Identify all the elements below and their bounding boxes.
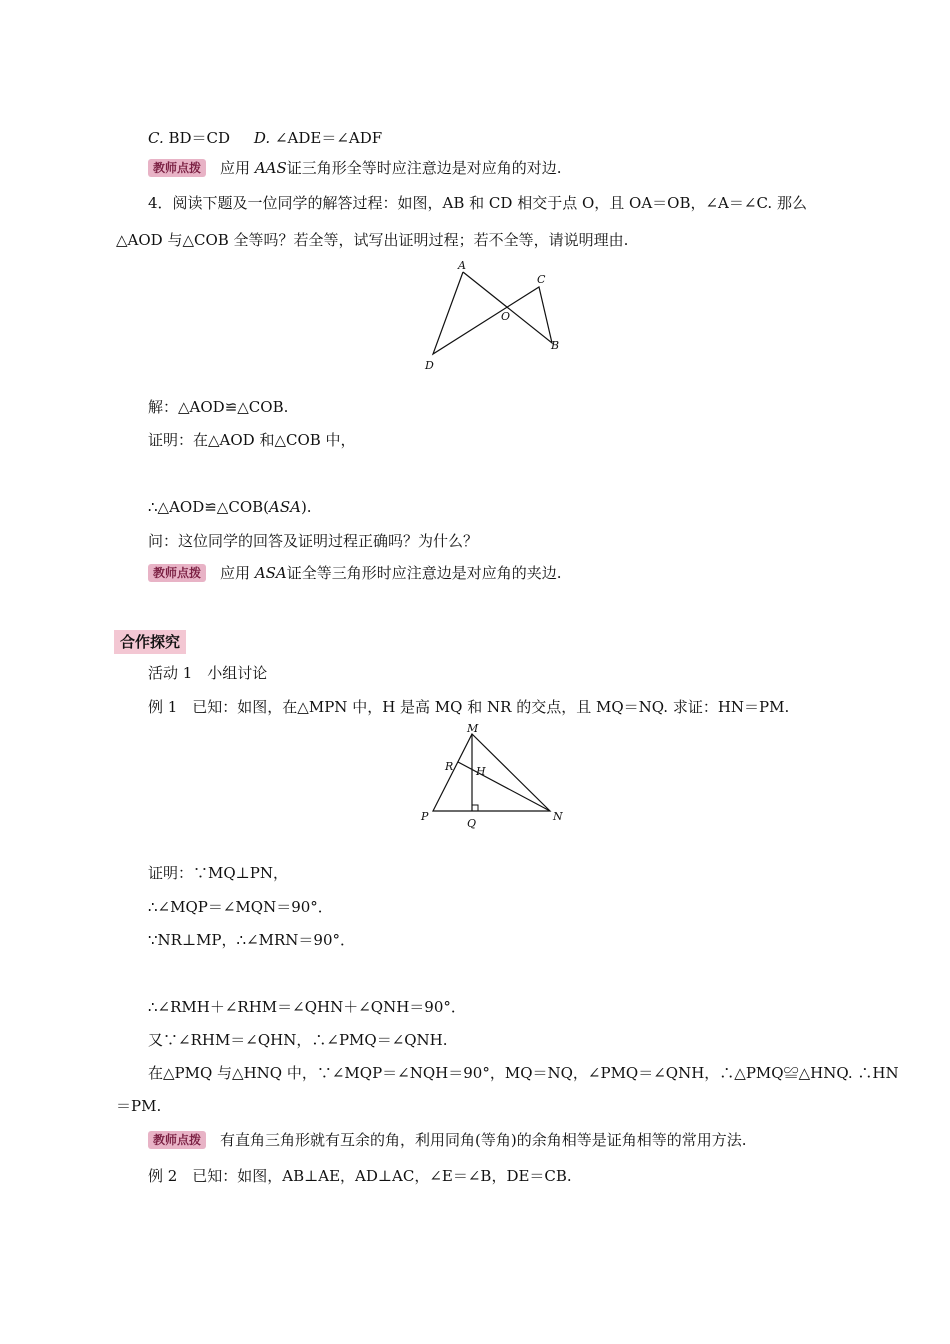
fig2-right-angle xyxy=(472,805,478,811)
proof-line-7: ＝PM. xyxy=(116,1097,162,1115)
conclusion-post: ). xyxy=(300,498,312,516)
option-c-text: BD＝CD xyxy=(168,129,231,147)
option-d-text: ∠ADE＝∠ADF xyxy=(274,129,383,147)
example-1: 例 1 已知：如图，在△MPN 中，H 是高 MQ 和 NR 的交点，且 MQ＝NQ. 求证：HN＝PM. xyxy=(148,698,790,716)
teacher-tip-3 xyxy=(148,1130,747,1150)
fig1-label-o: O xyxy=(501,310,511,323)
fig2-label-m: M xyxy=(467,722,479,735)
fig2-label-h: H xyxy=(476,765,486,778)
teacher-tip-badge: 教师点拨 xyxy=(148,564,206,582)
proof-line-4: ∴∠RMH＋∠RHM＝∠QHN＋∠QNH＝90°． xyxy=(148,998,466,1016)
tip3-text: 有直角三角形就有互余的角，利用同角(等角)的余角相等是证角相等的常用方法. xyxy=(220,1131,747,1149)
conclusion-em: ASA xyxy=(269,498,301,516)
activity-title: 活动 1 小组讨论 xyxy=(148,664,268,682)
proof-conclusion xyxy=(148,497,312,517)
fig2-label-p: P xyxy=(421,810,429,823)
proof-line-2: ∴∠MQP＝∠MQN＝90°． xyxy=(148,898,333,916)
options-line xyxy=(148,128,382,148)
proof-line-3: ∵NR⊥MP，∴∠MRN＝90°． xyxy=(148,931,355,949)
teacher-tip-1 xyxy=(148,158,562,178)
option-c-letter: C. xyxy=(148,129,164,147)
proof-line-5: 又∵∠RHM＝∠QHN，∴∠PMQ＝∠QNH. xyxy=(148,1031,448,1049)
fig2-label-r: R xyxy=(445,760,454,773)
proof-line-1: 证明：∵MQ⊥PN， xyxy=(148,864,288,882)
figure-mpn xyxy=(416,722,572,832)
section-title: 合作探究 xyxy=(114,630,186,654)
fig1-label-c: C xyxy=(537,273,546,286)
tip1-post: 证三角形全等时应注意边是对应角的对边. xyxy=(286,159,562,177)
example-2: 例 2 已知：如图，AB⊥AE，AD⊥AC，∠E＝∠B，DE＝CB. xyxy=(148,1167,572,1185)
teacher-tip-2 xyxy=(148,563,562,583)
fig2-label-n: N xyxy=(553,810,563,823)
fig1-label-b: B xyxy=(551,339,560,352)
solution-line: 解：△AOD≌△COB. xyxy=(148,398,289,416)
proof-line-6: 在△PMQ 与△HNQ 中，∵∠MQP＝∠NQH＝90°，MQ＝NQ，∠PMQ＝∠QNH，∴△PMQ≌△HNQ. ∴HN xyxy=(148,1064,899,1082)
question-ask: 问：这位同学的回答及证明过程正确吗？为什么？ xyxy=(148,532,479,550)
tip1-em: AAS xyxy=(254,159,287,177)
fig1-lines xyxy=(433,272,552,354)
figure-aod-cob xyxy=(418,258,568,376)
fig1-label-d: D xyxy=(425,359,434,372)
option-d-letter: D. xyxy=(253,129,271,147)
teacher-tip-badge: 教师点拨 xyxy=(148,159,206,177)
proof-intro: 证明：在△AOD 和△COB 中， xyxy=(148,431,356,449)
tip2-em: ASA xyxy=(254,564,287,582)
question-4-line-2: △AOD 与△COB 全等吗？若全等，试写出证明过程；若不全等，请说明理由. xyxy=(116,231,629,249)
fig2-label-q: Q xyxy=(467,817,477,830)
conclusion-pre: ∴△AOD≌△COB( xyxy=(148,498,269,516)
tip2-pre: 应用 xyxy=(220,564,251,582)
tip1-pre: 应用 xyxy=(220,159,251,177)
teacher-tip-badge: 教师点拨 xyxy=(148,1131,206,1149)
tip2-post: 证全等三角形时应注意边是对应角的夹边. xyxy=(286,564,562,582)
fig1-label-a: A xyxy=(458,259,466,272)
question-4-line-1: 4．阅读下题及一位同学的解答过程：如图，AB 和 CD 相交于点 O，且 OA＝OB，∠A＝∠C. 那么 xyxy=(148,194,807,212)
